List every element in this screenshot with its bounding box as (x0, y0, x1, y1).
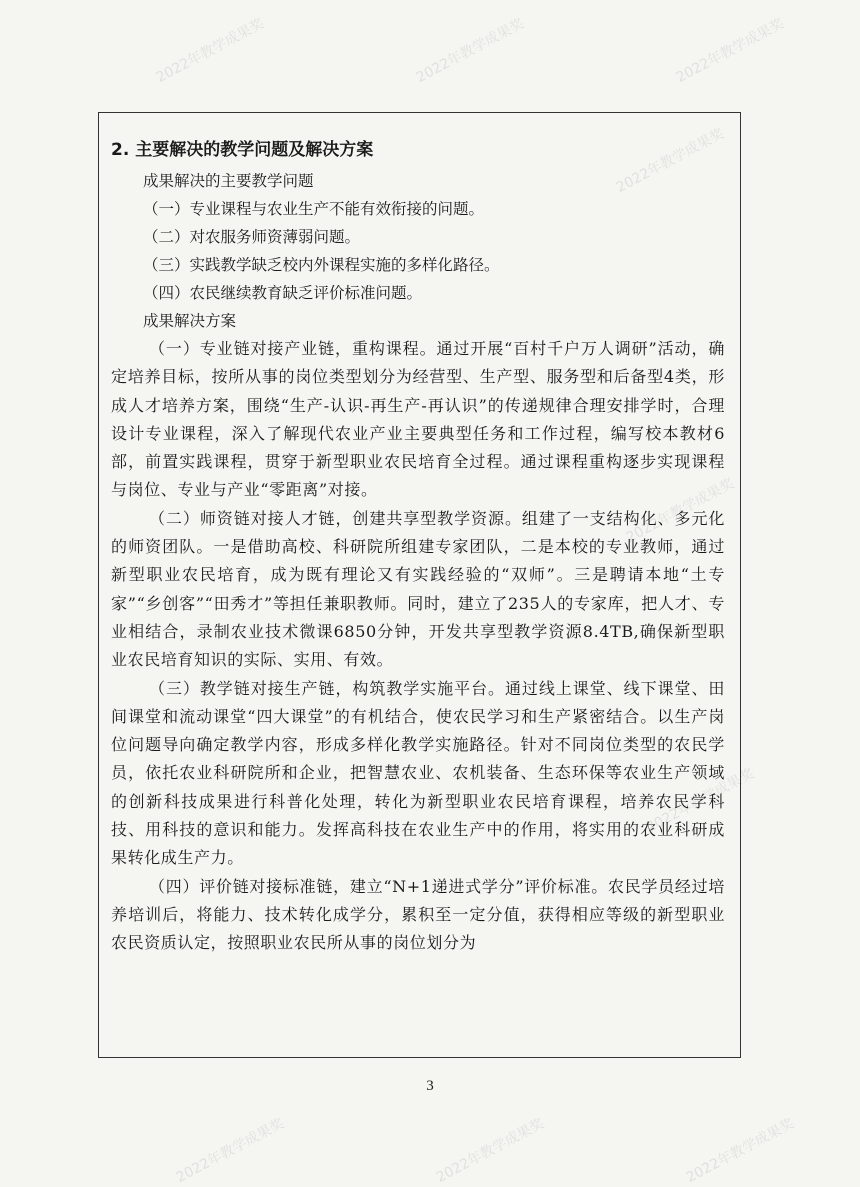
watermark: 2022年教学成果奖 (413, 15, 527, 87)
content-body (111, 137, 725, 958)
watermark: 2022年教学成果奖 (673, 15, 787, 87)
problem-item: （二）对农服务师资薄弱问题。 (143, 228, 361, 246)
problems-label: 成果解决的主要教学问题 (143, 172, 314, 190)
solution-paragraph: （三）教学链对接生产链，构筑教学实施平台。通过线上课堂、线下课堂、田间课堂和流动课堂“四大课堂”的有机结合，使农民学习和生产紧密结合。以生产岗位问题导向确定教学内容，形成多样化教学实施路径。针对不同岗位类型的农民学员，依托农业科研院所和企业，把智慧农业、农机装备、生态环保等农业生产领域的创新科技成果进行科普化处理，转化为新型职业农民培育课程，培养农民学科技、用科技的意识和能力。发挥高科技在农业生产中的作用，将实用的农业科研成果转化成生产力。 (111, 678, 725, 868)
watermark: 2022年教学成果奖 (613, 125, 727, 197)
watermark: 2022年教学成果奖 (643, 765, 757, 837)
solution-paragraph: （四）评价链对接标准链，建立“N+1递进式学分”评价标准。农民学员经过培养培训后，将能力、技术转化成学分，累积至一定分值，获得相应等级的新型职业农民资质认定，按照职业农民所从事的岗位划分为 (111, 876, 725, 953)
section-heading: 2. 主要解决的教学问题及解决方案 (111, 140, 374, 160)
problem-item: （三）实践教学缺乏校内外课程实施的多样化路径。 (143, 256, 500, 274)
solutions-label: 成果解决方案 (143, 312, 237, 330)
content-frame (98, 112, 741, 1058)
page-number: 3 (426, 1078, 434, 1094)
watermark: 2022年教学成果奖 (433, 1115, 547, 1187)
watermark: 2022年教学成果奖 (623, 475, 737, 547)
solution-paragraph: （一）专业链对接产业链，重构课程。通过开展“百村千户万人调研”活动，确定培养目标，按所从事的岗位类型划分为经营型、生产型、服务型和后备型4类，形成人才培养方案，围绕“生产-认识-再生产-再认识”的传递规律合理安排学时，合理设计专业课程，深入了解现代农业产业主要典型任务和工作过程，编写校本教材6部，前置实践课程，贯穿于新型职业农民培育全过程。通过课程重构逐步实现课程与岗位、专业与产业“零距离”对接。 (111, 339, 725, 500)
watermark: 2022年教学成果奖 (173, 1115, 287, 1187)
solution-paragraph: （二）师资链对接人才链，创建共享型教学资源。组建了一支结构化、多元化的师资团队。一是借助高校、科研院所组建专家团队，二是本校的专业教师，通过新型职业农民培育，成为既有理论又有实践经验的“双师”。三是聘请本地“土专家”“乡创客”“田秀才”等担任兼职教师。同时，建立了235人的专家库，把人才、专业相结合，录制农业技术微课6850分钟，开发共享型教学资源8.4TB,确保新型职业农民培育知识的实际、实用、有效。 (111, 508, 725, 670)
watermark: 2022年教学成果奖 (683, 1115, 797, 1187)
problem-item: （一）专业课程与农业生产不能有效衔接的问题。 (143, 200, 485, 218)
watermark: 2022年教学成果奖 (153, 15, 267, 87)
problem-item: （四）农民继续教育缺乏评价标准问题。 (143, 284, 423, 302)
